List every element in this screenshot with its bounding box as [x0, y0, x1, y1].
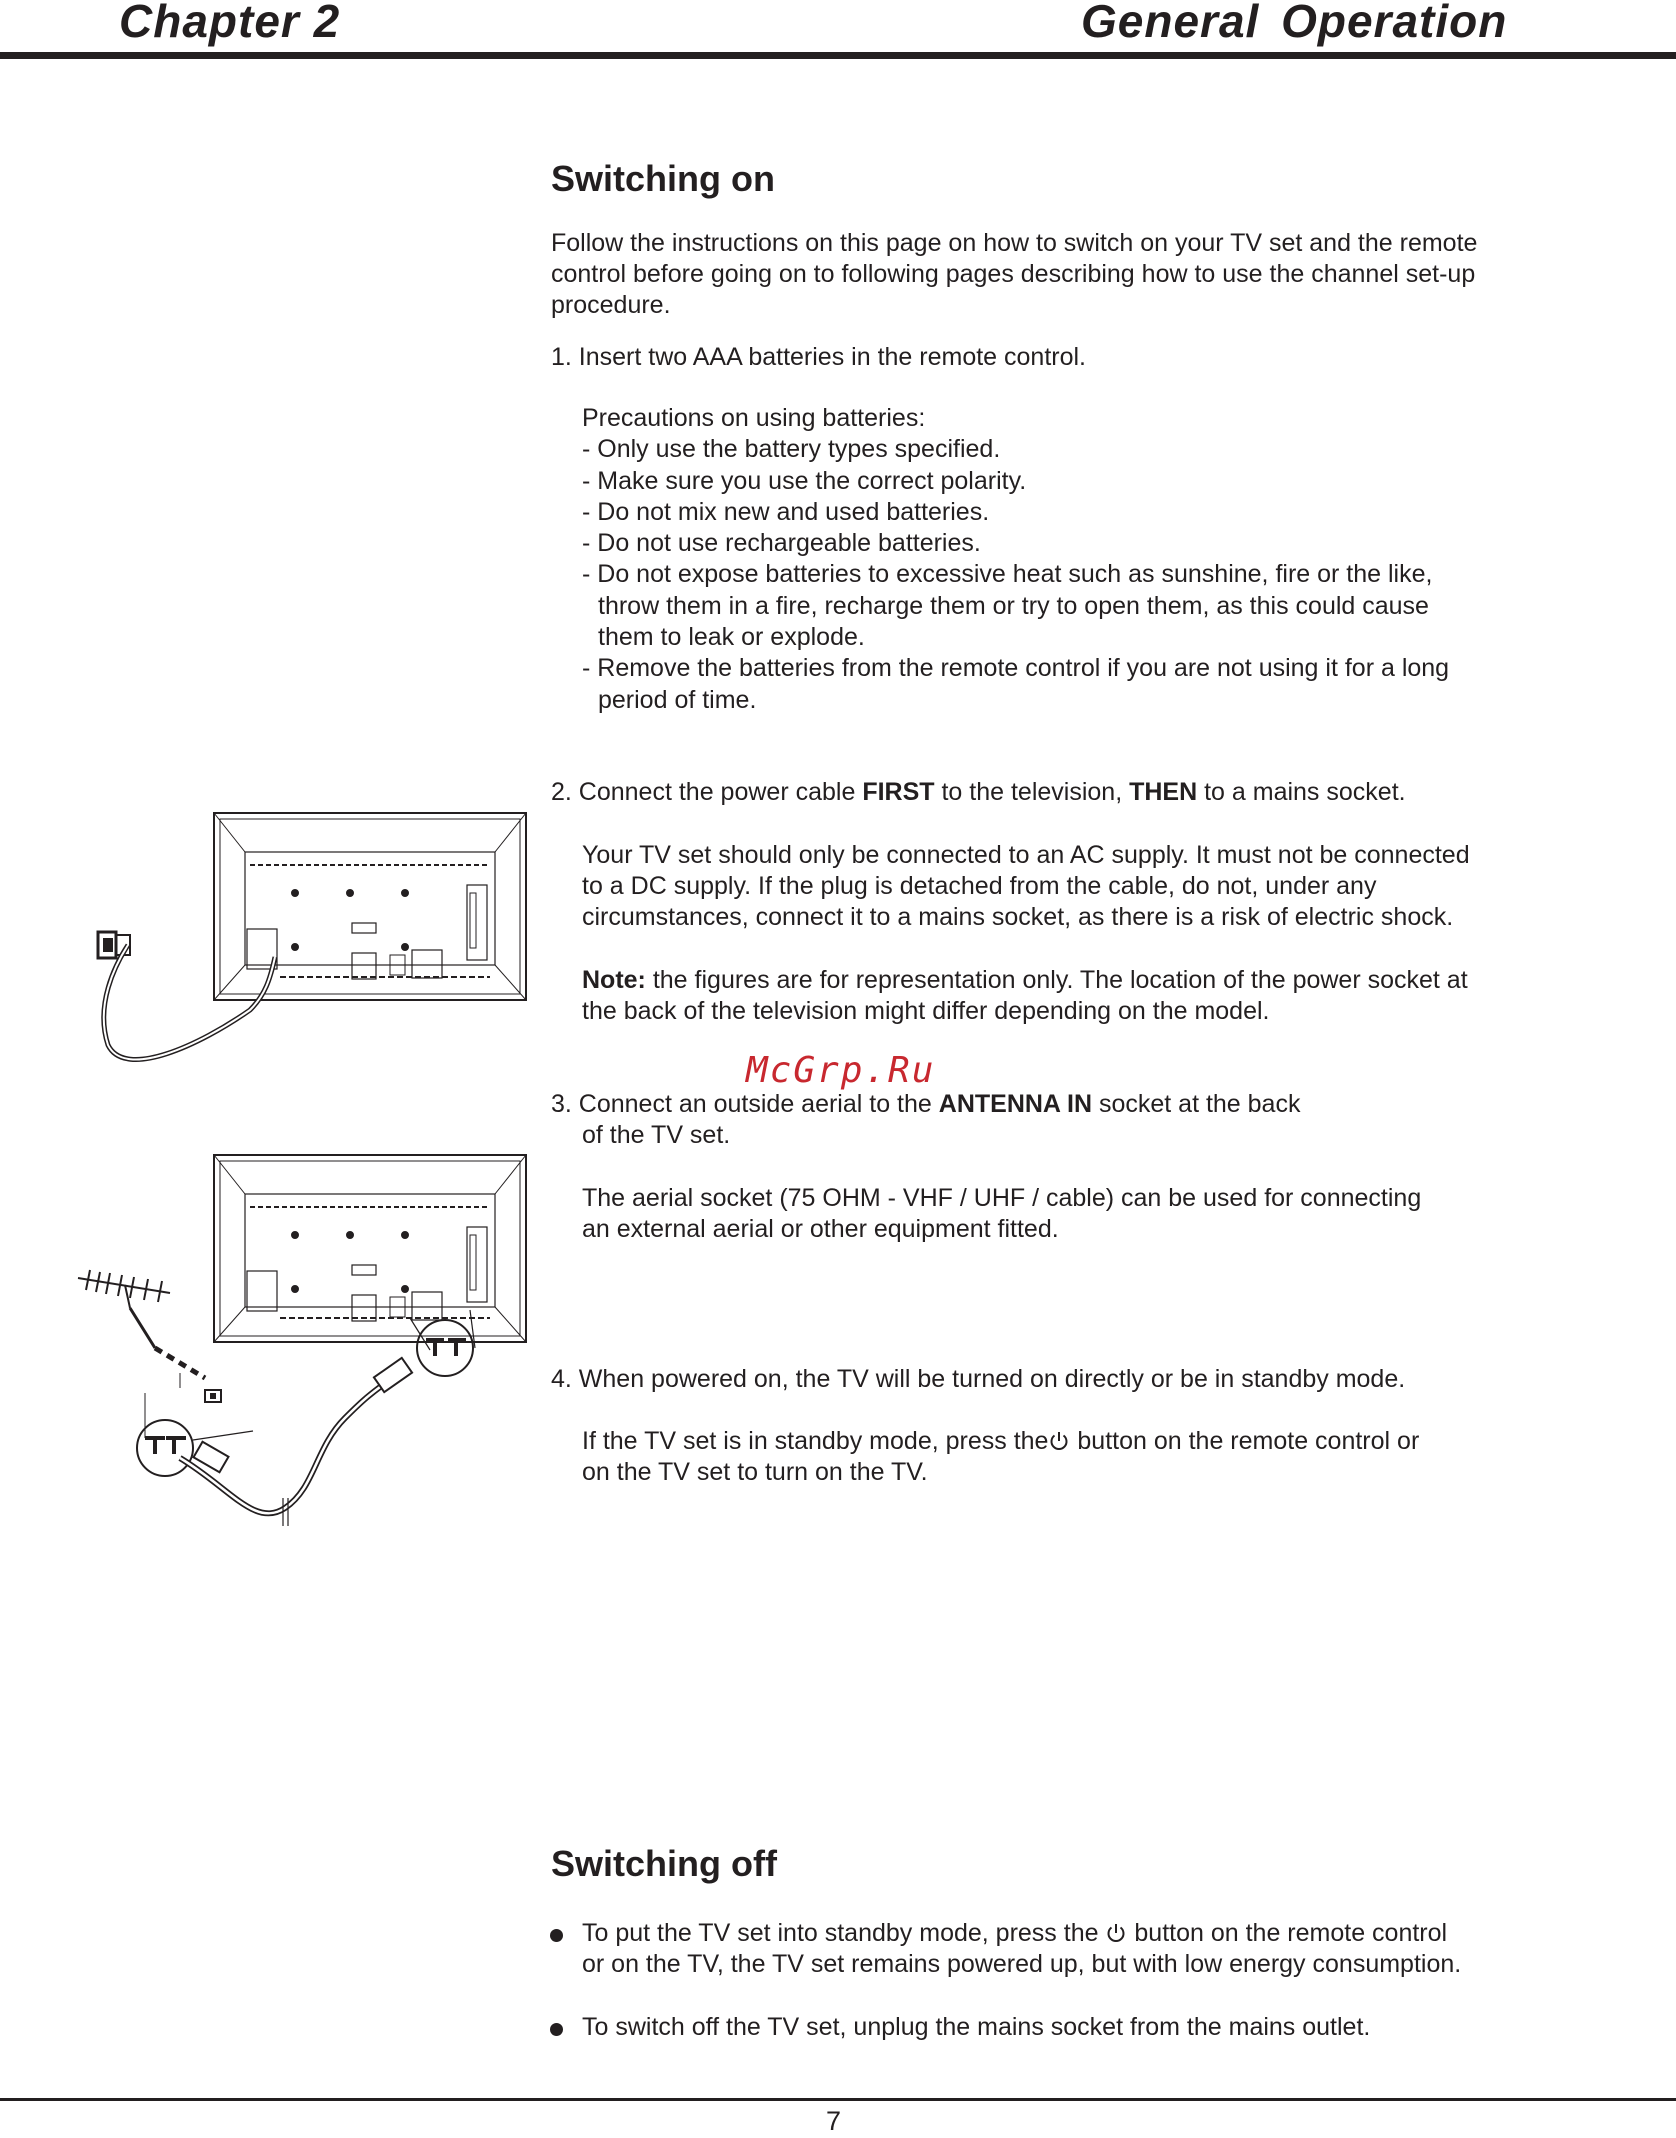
battery-precautions [582, 403, 1449, 716]
step-1: 1. Insert two AAA batteries in the remote control. [551, 343, 1086, 371]
footer-rule [0, 2098, 1676, 2101]
bullet-dot [550, 1929, 563, 1942]
wall-socket-icon [205, 1390, 221, 1402]
tv-power-connection-figure [90, 805, 535, 1065]
precaution-item: - Remove the batteries from the remote control if you are not using it for a long [582, 654, 1450, 683]
power-icon [1048, 1430, 1070, 1452]
switching-off-heading: Switching off [551, 1843, 777, 1884]
power-cable [104, 945, 275, 1059]
page-number: 7 [826, 2106, 842, 2136]
step-4: 4. When powered on, the TV will be turned on directly or be in standby mode. [551, 1365, 1406, 1393]
step-3: 3. Connect an outside aerial to the ANTENNA IN socket at the back of the TV set. [551, 1090, 1301, 1150]
header-rule [0, 52, 1676, 59]
note-label: Note: [582, 966, 646, 994]
coax-connector-icon [417, 1320, 473, 1376]
step-3-body: The aerial socket (75 OHM - VHF / UHF / cable) can be used for connecting an external aerial or other equipment fitted. [582, 1184, 1422, 1244]
precaution-item: throw them in a fire, recharge them or try to open them, as this could cause [598, 591, 1429, 620]
step-4-body: If the TV set is in standby mode, press the button on the remote control or on the TV set to turn on the TV. [582, 1427, 1420, 1487]
tv-antenna-connection-figure [70, 1148, 535, 1528]
switching-off-bullet-2: To switch off the TV set, unplug the mains socket from the mains outlet. [582, 2013, 1371, 2041]
precaution-item: - Do not use rechargeable batteries. [582, 529, 981, 558]
precaution-item: period of time. [598, 685, 757, 714]
tv-back-panel [214, 1155, 526, 1342]
precautions-title: Precautions on using batteries: [582, 404, 926, 432]
precaution-item: - Do not mix new and used batteries. [582, 497, 990, 526]
watermark: McGrp.Ru [746, 1050, 936, 1091]
tv-back-panel [214, 813, 526, 1000]
step-2: 2. Connect the power cable FIRST to the television, THEN to a mains socket. [551, 778, 1406, 806]
bullet-dot [550, 2023, 563, 2036]
intro-paragraph: Follow the instructions on this page on how to switch on your TV set and the remote control before going on to following pages describing how to use the channel set-up procedure. [551, 229, 1478, 320]
note-paragraph: Note: the figures are for representation only. The location of the power socket at the back of the television might differ depending on the model. [582, 966, 1468, 1026]
precaution-item: - Do not expose batteries to excessive heat such as sunshine, fire or the like, [582, 560, 1433, 589]
switching-on-heading: Switching on [551, 158, 775, 199]
power-icon [1105, 1922, 1127, 1944]
precaution-item: them to leak or explode. [598, 623, 865, 652]
precaution-item: - Only use the battery types specified. [582, 435, 1001, 464]
switching-off-bullet-1: To put the TV set into standby mode, press the button on the remote control or on the TV, the TV set remains powered up, but with low energy consumption. [582, 1919, 1462, 1979]
step-2-body: Your TV set should only be connected to an AC supply. It must not be connected to a DC supply. If the plug is detached from the cable, do not, under any circumstances, connect it to a mains socket, as there is a risk of electric shock. [582, 841, 1470, 932]
antenna-icon [78, 1270, 170, 1348]
chapter-title: General Operation [1081, 0, 1508, 47]
precaution-item: - Make sure you use the correct polarity. [582, 466, 1027, 495]
chapter-label: Chapter 2 [119, 0, 341, 47]
